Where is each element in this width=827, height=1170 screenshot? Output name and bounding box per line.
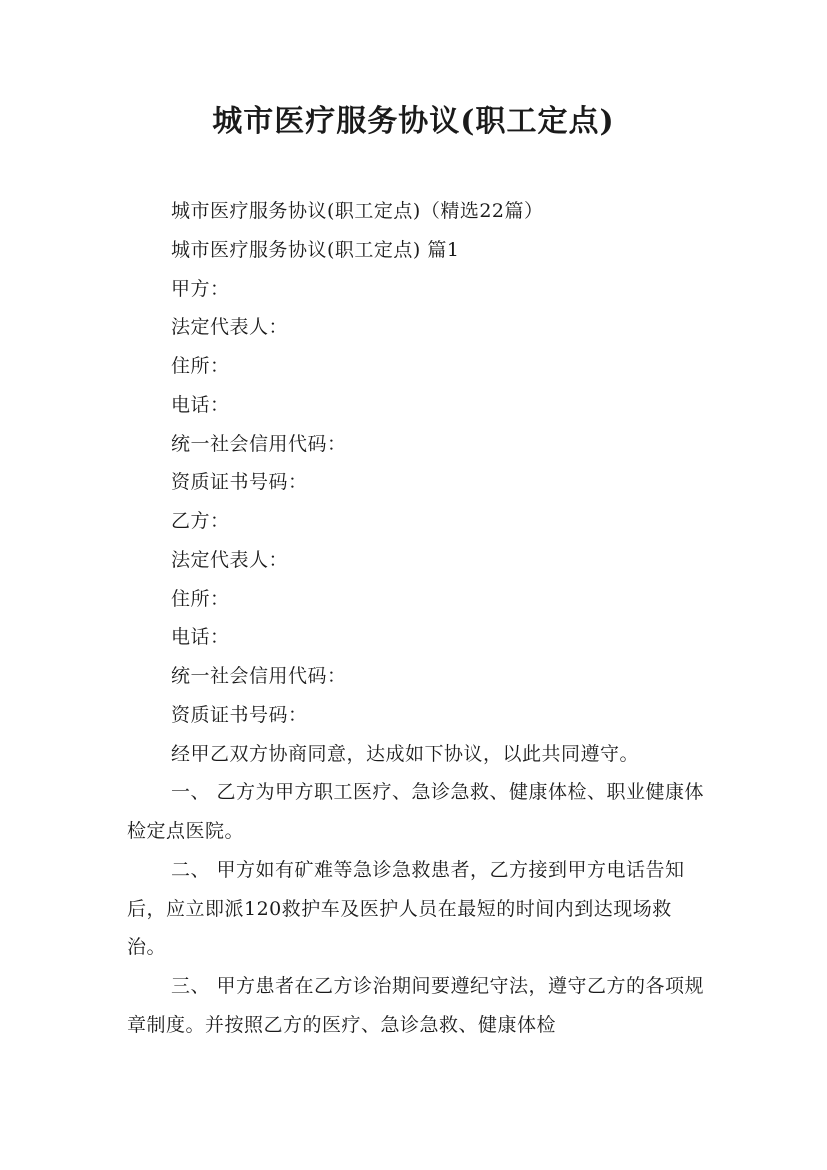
party-a-label: 甲方： xyxy=(171,277,230,300)
party-b-label: 乙方： xyxy=(171,510,230,532)
clause-3: 三、 甲方患者在乙方诊治期间要遵纪守法，遵守乙方的各项规章制度。并按照乙方的医疗、急诊急救、健康体检 xyxy=(127,975,705,1036)
document-body xyxy=(127,192,707,1045)
party-b-legal-rep: 法定代表人： xyxy=(171,548,289,571)
party-a-phone: 电话： xyxy=(171,393,230,416)
document-title: 城市医疗服务协议(职工定点) xyxy=(212,104,615,139)
party-a-address: 住所： xyxy=(171,355,230,377)
subtitle-line: 城市医疗服务协议(职工定点)（精选22篇） xyxy=(171,200,544,222)
party-b-credit-code: 统一社会信用代码： xyxy=(171,665,347,687)
clause-2: 二、 甲方如有矿难等急诊急救患者，乙方接到甲方电话告知后，应立即派120救护车及医护人员在最短的时间内到达现场救治。 xyxy=(127,858,685,959)
party-b-certificate: 资质证书号码： xyxy=(171,703,308,726)
party-a-legal-rep: 法定代表人： xyxy=(171,316,289,339)
section-heading: 城市医疗服务协议(职工定点) 篇1 xyxy=(171,238,460,261)
clause-1: 一、 乙方为甲方职工医疗、急诊急救、健康体检、职业健康体检定点医院。 xyxy=(127,781,705,842)
party-a-credit-code: 统一社会信用代码： xyxy=(171,432,347,455)
party-b-phone: 电话： xyxy=(171,626,230,649)
party-b-address: 住所： xyxy=(171,587,230,610)
party-a-certificate: 资质证书号码： xyxy=(171,471,308,494)
agreement-intro: 经甲乙双方协商同意，达成如下协议，以此共同遵守。 xyxy=(171,742,640,765)
